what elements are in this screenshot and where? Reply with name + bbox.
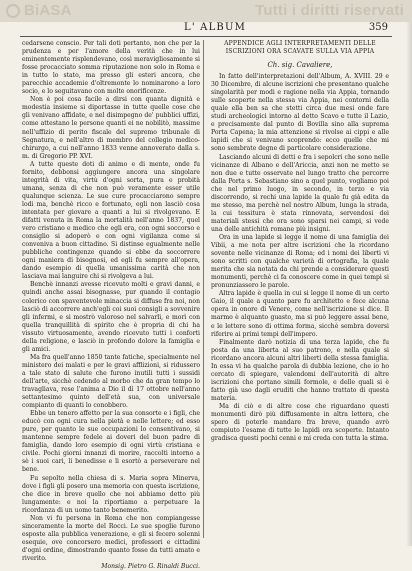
- left-paragraph: Non è poi cosa facile a dirsi con quanta dignità e modestia insieme si diportasse in tutte quelle cose che gli venivano affidate, e nel disimpegno de' pubblici uffizi, come attestano le persone quanti ei ne nobilitò, massime nell'uffizio di perito fiscale del supremo tribunale di Segnatura, e nell'altro di membro del collegio medico-chirurgo, a cui nell'anno 1833 venne annoverato dalla s. m. di Gregorio PP. XVI.: [22, 96, 200, 160]
- left-paragraph: Fu sepolto nella chiesa di s. Maria sopra Minerva, dove i figli gli posero una memoria con questa iscrizione, che dice in breve quello che noi abbiamo detto più lungamente: e noi la riportiamo a perpetuare la ricordanza di un uomo tanto benemerito.: [22, 474, 200, 514]
- right-paragraph: Ma di ciò e di altre cose che riguardano questi monumenti dirò più diffusamente in altra lettera, che spero di poterle mandare fra breve, quando avrò compiuto l'esame di tutte le lapidi ora scoperte. Intanto gradisca questi pochi cenni e mi creda con tutta la stima.: [211, 402, 389, 443]
- copyright-icon: [6, 4, 20, 18]
- right-paragraph: In fatto dell'interpretazioni dell'Album, A. XVIII. 29 e 30 Dicembre, di alcune iscrizioni che presentano qualche singolarità per modi e ragione nella via Appia, tornando sulle scoperte nella stessa via Appia, nei contorni della quale ella ben sa che stetti circa due mesi onde fare studi archeologici intorno al detto Scavo e tutte il Lazio, e precisamente dal punto di Bovilla sino alla suprema Porta Capena; la mia attenzione si rivolse ai cippi e alle lapidi che si venivano scoprendo: ecco quelle che mi sono sembrate degne di particolare considerazione.: [211, 73, 389, 153]
- left-column: [22, 40, 200, 571]
- left-paragraph: Benchè innanzi avesse ricevuto molti e gravi danni, e quindi anche assai bisognasse, pur quando il contagio colerico con spaventevole minaccia si diffuse fra noi, non lasciò di accorrere anch'egli coi suoi consigli a sovvenire gli infermi, e si mostrò valoroso nel salvarli, e morì con quella tranquillità di spirito che è propria di chi ha vissuto virtuosamente, avendo ricevuto tutti i conforti della religione, e lasciò in profondo dolore la famiglia e gli amici.: [22, 281, 200, 353]
- page-number: 359: [368, 22, 388, 33]
- scan-edge-shadow: [406, 22, 412, 546]
- watermark: [0, 2, 412, 20]
- watermark-left-text: BiASA: [24, 2, 72, 19]
- salutation: Ch. sig. Cavaliere,: [267, 61, 333, 69]
- section-title: APPENDICE AGLI INTERPRETAMENTI DELLE ISCRIZIONI ORA SCAVATE SULLA VIA APPIA: [224, 40, 376, 55]
- right-paragraph: Lasciando alcuni di detti e fra i sepolcri che sono nelle vicinanze di Albano e dell'Ariccia, anzi non ne metto se non due e tutte osservate nel lungo tratto che percorre dalla Porta s. Sebastiano sino a quel punto, vogliamo poi che nel primo luogo, in secondo, in terzo e via discorrendo, si rechi una lapide la quale fu già edita da me stesso, ma perchè nel nostro Album, lunga la strada, la cui tessitura è stata rinnovata, servendosi dei materiali stessi che ora sono sparsi nei campi, si vede una delle antichità romane più insigni.: [211, 153, 389, 233]
- left-paragraph: cedarsene conscio. Per tali doti pertanto, non che per la prudenza e per l'amore della verità che in lui eminentemente risplendevano, così meravigliosamente si fosse procacciato somma riputazione non solo in Roma e in tutto lo stato, ma presso gli esteri ancora, che parecchie accademie d'oltremonte lo nominarono a loro socio, e lo seguitavano con molte onorificenze.: [22, 40, 200, 96]
- author-signature: Monsig. Pietro G. Rinaldi Bucci.: [101, 563, 200, 571]
- running-head: [34, 22, 388, 36]
- left-paragraph: Ma fra quell'anno 1850 tante fatiche, specialmente nel ministero dei malati e per le gravi afflizioni, si ridussero a tale stato di salute che furono inutili tutti i sussidi dell'arte, sicchè cedendo al morbo che da gran tempo lo travagliava, rese l'anima a Dio il dì 17 ottobre nell'anno settantesimo quinto dell'età sua, con universale compianto di quanti lo conobbero.: [22, 353, 200, 410]
- watermark-right-text: Tutti i diritti riservati: [255, 2, 404, 19]
- watermark-left: [6, 2, 72, 19]
- right-paragraph: Ora in una lapide si legge il nome di una famiglia dei Vibii, a me nota per altre iscrizioni che la ricordano sovente nelle vicinanze di Roma; ed i nomi dei liberti vi sono scritti con qualche varietà di ortografia, la quale merita che sia notata da chi prende a considerare questi monumenti, perchè ci fa conoscere come in quei tempi si pronunziassero le parole.: [211, 233, 389, 290]
- right-paragraph: Finalmente darò notizia di una terza lapide, che fu posta da una liberta al suo patrono, e nella quale si ricordano ancora alcuni altri liberti della stessa famiglia. In essa vi ha qualche parola di dubbia lezione, che io ho cercato di spiegare, valendomi dell'autorità di altre iscrizioni che portano simili formole, e delle quali si è fatto già uso dagli eruditi che hanno trattato di questa materia.: [211, 338, 389, 402]
- header-rule: [20, 36, 392, 37]
- journal-title: L' ALBUM: [184, 22, 247, 33]
- left-paragraph: A tutte queste doti di animo e di mente, onde fu fornito, debbonsi aggiungere ancora una singolare integrità di vita, virtù d'ogni sorta, pura e probità umana, senza di che non può veramente esser utile qualunque scienza. Le sue cure procacciarono sempre lodi ma, benchè ricco e fortunato, egli non lasciò cosa intentata per giovare a quanti a lui si rivolgevano. E difatti venuta in Roma la mortalità nell'anno 1837, quel vero cristiano e medico che egli era, con ogni soccorso e consiglio si adoperò e con ogni vigilanza come si conveniva a buon cittadino. Si distinse egualmente nelle pubbliche contingenze quando si ebbe da soccorrere ogni maniera di bisognosi, ed egli fu sempre all'opera, dando esempio di quella umanissima carità che non lasciava mai languire chi si rivolgeva a lui.: [22, 160, 200, 281]
- left-paragraph: Non vi fu persona in Roma che non compiangesse sinceramente la morte del Rocci. Le sue spoglie furono esposte alla pubblica venerazione, e gli si fecero solenni esequie, ove concorsero medici, professori e cittadini d'ogni ordine, dimostrando quanto fosse da tutti amato e riverito.: [22, 514, 200, 562]
- column-divider: [203, 40, 204, 538]
- right-column: [211, 40, 389, 538]
- right-paragraph: Altra lapide è quella in cui si legge il nome di un certo Gaio, il quale a quanto pare fu architetto e fece alcuna opera in onore di Venere, come nell'iscrizione si dice. Il marmo è alquanto guasto, ma si può leggere assai bene, e le lettere sono di ottima forma, sicchè sembra doversi riferire ai primi tempi dell'impero.: [211, 290, 389, 338]
- left-paragraph: Ebbe un tenero affetto per la sua consorte e i figli, che educò con ogni cura nella pietà e nelle lettere; ed esso pure, per quanto le sue occupazioni lo consentivano, si mantenne sempre fedele ai doveri del buon padre di famiglia, dando loro esempio di ogni virtù cristiana e civile. Pochi giorni innanzi di morire, raccolti intorno a sè i suoi cari, li benedisse e li esortò a perseverare nel bene.: [22, 410, 200, 474]
